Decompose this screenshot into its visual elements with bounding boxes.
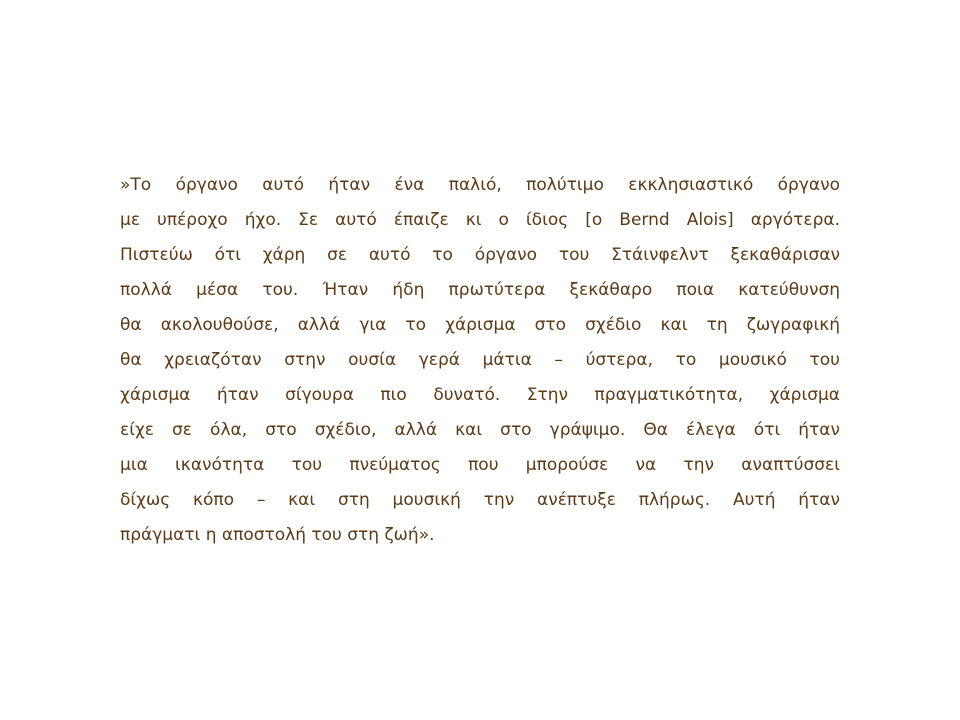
quote-line: θα ακολουθούσε, αλλά για το χάρισμα στο σχέδιο και τη ζωγραφική [120, 315, 840, 335]
quote-line: Πιστεύω ότι χάρη σε αυτό το όργανο του Στάινφελντ ξεκαθάρισαν [120, 245, 840, 265]
quote-line: »Το όργανο αυτό ήταν ένα παλιό, πολύτιμο εκκλησιαστικό όργανο [120, 175, 840, 195]
quote-text-block [120, 168, 840, 553]
quote-line: δίχως κόπο – και στη μουσική την ανέπτυξε πλήρως. Αυτή ήταν [120, 490, 840, 510]
quote-line: πολλά μέσα του. Ήταν ήδη πρωτύτερα ξεκάθαρο ποια κατεύθυνση [120, 280, 840, 300]
quote-line-last: πράγματι η αποστολή του στη ζωή». [120, 525, 435, 545]
quote-line: χάρισμα ήταν σίγουρα πιο δυνατό. Στην πραγματικότητα, χάρισμα [120, 385, 840, 405]
quote-line: θα χρειαζόταν στην ουσία γερά μάτια – ύστερα, το μουσικό του [120, 350, 840, 370]
quote-line: με υπέροχο ήχο. Σε αυτό έπαιζε κι ο ίδιος [ο Bernd Alois] αργότερα. [120, 210, 840, 230]
quote-line: μια ικανότητα του πνεύματος που μπορούσε να την αναπτύσσει [120, 455, 840, 475]
quote-line: είχε σε όλα, στο σχέδιο, αλλά και στο γράψιμο. Θα έλεγα ότι ήταν [120, 420, 840, 440]
